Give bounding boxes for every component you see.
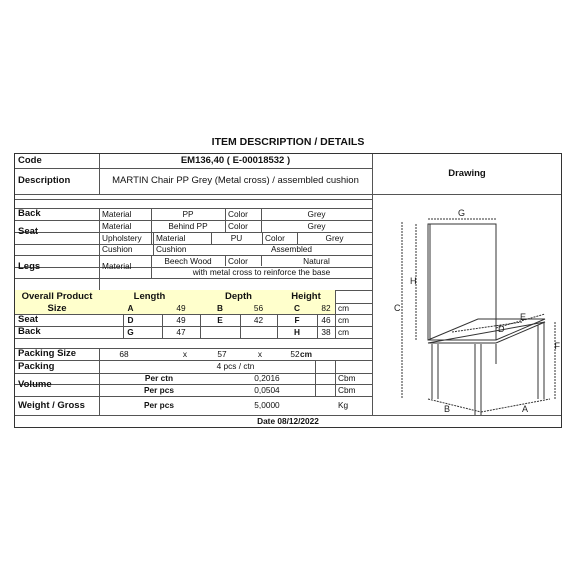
- drawing-letter-d: D: [498, 324, 505, 334]
- seat-color: Grey: [307, 220, 326, 231]
- packing-size-x2: x: [257, 348, 263, 359]
- dim-value-b: 56: [240, 303, 277, 314]
- upholstery-color: Grey: [325, 232, 344, 243]
- drawing-label: Drawing: [448, 168, 486, 180]
- chair-back-outline: [428, 224, 496, 340]
- dim-value-e: 42: [253, 314, 264, 325]
- drawing-letter-f: F: [554, 341, 560, 351]
- dim-value-c: 82: [317, 303, 335, 314]
- dim-letter-b: B: [200, 303, 240, 314]
- dim-letter-a: A: [99, 303, 162, 314]
- upholstery-material-label: Material: [156, 232, 186, 243]
- dim-letter-c: C: [277, 303, 317, 314]
- dim-letter-f: F: [294, 314, 300, 325]
- dim-back-label: Back: [18, 326, 41, 338]
- back-material: PP: [182, 208, 194, 219]
- dim-letter-e: E: [217, 314, 223, 325]
- back-color-label: Color: [228, 208, 248, 219]
- description-label: Description: [18, 175, 71, 187]
- length-label: Length: [99, 290, 200, 303]
- drawing-letter-e: E: [520, 312, 527, 322]
- overall-label: Overall Product: [15, 290, 99, 303]
- legs-color-label: Color: [228, 255, 248, 266]
- drawing-letter-g: G: [458, 208, 466, 218]
- seat-color-label: Color: [228, 220, 248, 231]
- packing-size-x1: x: [182, 348, 188, 359]
- seat-material-label: Material: [102, 220, 132, 231]
- date-label: Date 08/12/2022: [257, 416, 319, 427]
- dim-value-h: 38: [321, 326, 331, 337]
- packing-value: 4 pcs / ctn: [216, 361, 255, 372]
- back-color: Grey: [307, 208, 326, 219]
- drawing-letter-h: H: [410, 276, 417, 286]
- code-label: Code: [18, 155, 42, 167]
- legs-material: Beech Wood: [164, 255, 212, 266]
- code-value: EM136,40 ( E-00018532 ): [180, 155, 291, 167]
- cushion-sub-label: Cushion: [156, 244, 187, 255]
- dim-unit-2: cm: [338, 314, 350, 325]
- depth-label: Depth: [200, 290, 277, 303]
- drawing-letter-c: C: [394, 303, 401, 313]
- dim-letter-h: H: [294, 326, 300, 337]
- height-label: Height: [277, 290, 335, 303]
- seat-label: Seat: [18, 226, 39, 238]
- description-value: MARTIN Chair PP Grey (Metal cross) / assembled cushion: [112, 175, 359, 187]
- seat-material: Behind PP: [168, 220, 208, 231]
- weight-label: Weight / Gross: [18, 399, 85, 411]
- volume-per-pcs-label: Per pcs: [144, 384, 174, 395]
- volume-per-ctn-label: Per ctn: [144, 373, 174, 384]
- legs-note: with metal cross to reinforce the base: [192, 267, 331, 278]
- dim-letter-g: G: [127, 326, 134, 337]
- back-material-label: Material: [102, 208, 132, 219]
- volume-per-ctn: 0,2016: [254, 373, 280, 384]
- dim-value-f: 46: [321, 314, 331, 325]
- packing-size-height: 52: [290, 348, 300, 359]
- upholstery-color-label: Color: [265, 232, 285, 243]
- dim-letter-d: D: [127, 314, 134, 325]
- weight-value: 5,0000: [254, 400, 280, 411]
- dim-value-g: 47: [176, 326, 186, 337]
- weight-unit: Kg: [338, 400, 349, 411]
- packing-size-unit: cm: [300, 348, 312, 359]
- dim-unit-3: cm: [338, 326, 350, 337]
- legs-label: Legs: [18, 260, 41, 272]
- legs-color: Natural: [303, 255, 330, 266]
- drawing-letter-a: A: [522, 404, 529, 414]
- back-label: Back: [18, 208, 41, 220]
- drawing-letter-b: B: [444, 404, 451, 414]
- dim-seat-label: Seat: [18, 314, 39, 326]
- dim-value-d: 49: [176, 314, 186, 325]
- upholstery-label: Upholstery: [102, 232, 142, 243]
- dim-value-a: 49: [162, 303, 200, 314]
- volume-unit-2: Cbm: [338, 384, 356, 395]
- packing-size-depth: 57: [217, 348, 227, 359]
- document-title: ITEM DESCRIPTION / DETAILS: [211, 136, 365, 148]
- volume-label: Volume: [18, 378, 52, 390]
- volume-unit-1: Cbm: [338, 373, 356, 384]
- size-label: Size: [15, 303, 99, 314]
- cushion-value: Assembled: [270, 244, 313, 255]
- spec-sheet: [14, 153, 562, 428]
- packing-size-length: 68: [119, 348, 129, 359]
- packing-size-label: Packing Size: [18, 348, 77, 360]
- weight-per-pcs-label: Per pcs: [144, 400, 174, 411]
- legs-material-label: Material: [102, 261, 132, 272]
- cushion-label: Cushion: [102, 244, 133, 255]
- dim-unit-1: cm: [338, 303, 350, 314]
- packing-label: Packing: [18, 360, 55, 372]
- upholstery-material: PU: [230, 232, 243, 243]
- volume-per-pcs: 0,0504: [254, 384, 280, 395]
- chair-drawing: [372, 194, 561, 415]
